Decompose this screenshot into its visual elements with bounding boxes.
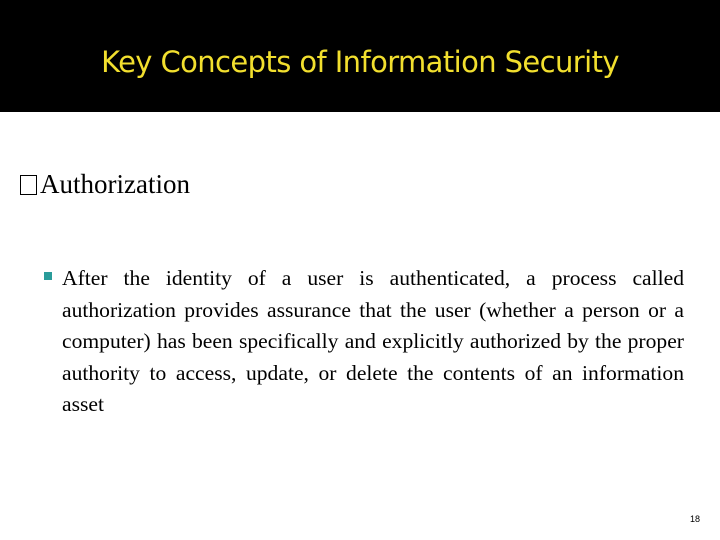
title-bar (0, 0, 720, 112)
slide-number: 18 (689, 514, 700, 524)
bullet-text: After the identity of a user is authenticated, a process called authorization provides assurance that the user (whether a person or a computer) has been specifically and explicitly authorized by the proper authority to access, update, or delete the contents of an information asset (62, 266, 684, 416)
heading-label: Authorization (40, 169, 190, 199)
heading-item (20, 164, 700, 204)
square-bullet-icon (44, 272, 52, 280)
slide-title: Key Concepts of Information Security (101, 45, 619, 79)
box-bullet-icon (20, 175, 37, 195)
